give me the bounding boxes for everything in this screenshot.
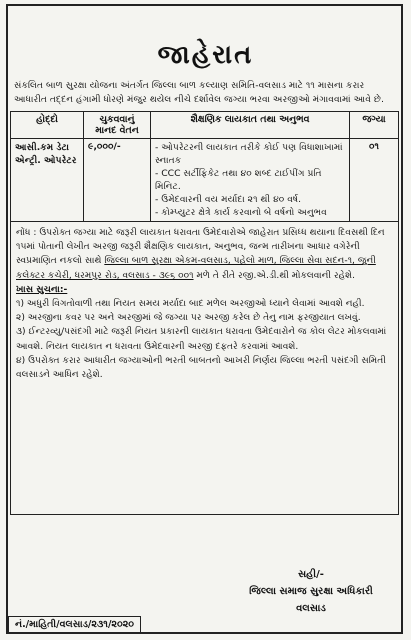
list-item: - ઓપરેટરની લાયકાત તરીકે કોઈ પણ વિધાશાખામાં સ્નાતક — [155, 141, 345, 167]
document-border — [6, 4, 403, 634]
signature-label: સહી/- — [298, 569, 324, 580]
header-vacancies: જગ્યા — [350, 112, 399, 139]
signature-block — [231, 566, 391, 617]
header-salary: ચુકવવાનું માનદ વેતન — [84, 112, 151, 139]
special-instructions-heading: ખાસ સુચના:- — [16, 284, 68, 295]
officer-place: વલસાડ — [296, 603, 326, 614]
instruction-item: ૪) ઉપરોક્ત કરાર આધારીત જગ્યાઓની ભરતી બાબતનો આખરી નિર્ણય જિલ્લા ભરતી પસંદગી સમિતી વલસાડને આધિન રહેશે. — [16, 355, 386, 381]
cell-vacancies: ૦૧ — [350, 139, 399, 222]
note-text-end: મળે તે રીતે રજી.એ.ડી.થી મોકલવાની રહેશે. — [193, 270, 355, 281]
cell-salary: ૯,૦૦૦/- — [84, 139, 151, 222]
instruction-item: ૨) અરજીના કવર પર અને અરજીમાં જે જગ્યા પર અરજી કરેલ છે તેનુ નામ ફરજીયાત લખવું. — [16, 313, 361, 324]
list-item: - ઉમેદવારની વય મર્યાદા ૨૧ થી ૪૦ વર્ષ. — [155, 193, 345, 206]
list-item: - CCC સર્ટીફિકેટ તથા ૪૦ શબ્દ ટાઈપીંગ પ્રતિ મિનિટ. — [155, 167, 345, 193]
officer-title: જિલ્લા સમાજ સુરક્ષા અધિકારી — [249, 586, 373, 597]
instruction-item: ૩) ઈન્ટરવ્યુ/પસંદગી માટે જરૂરી નિયત પ્રકારની લાયકાત ધરાવતા ઉમેદવારોને જ કોલ લેટર મોકલવામાં આવશે. નિયત લાયકાત ન ધરાવતા ઉમેદવારની અરજી દફતરે કરવામાં આવશે. — [16, 327, 387, 352]
office-address: જિલ્લા બાળ સુરક્ષા એકમ-વલસાડ, પહેલો માળ, જિલ્લા સેવા સદન-૧, જુની કલેક્ટર કચેરી, ધરમપુર રોડ, વલસાડ - ૩૯૬ ૦૦૧ — [16, 256, 376, 281]
list-item: - કોમ્પ્યુટર ક્ષેત્રે કાર્ય કરવાનો બે વર્ષનો અનુભવ — [155, 206, 345, 219]
header-qualification: શૈક્ષણિક લાયકાત તથા અનુભવ — [151, 112, 350, 139]
intro-paragraph: સંકલિત બાળ સુરક્ષા યોજના અંતર્ગત જિલ્લા બાળ કલ્યાણ સમિતિ-વલસાડ માટે ૧૧ માસના કરાર આધારીત તદ્દન હંગામી ધોરણે મંજુર થયેલ નીચે દર્શાવેલ જગ્યા ભરવા અરજીઓ મંગાવવામાં આવે છે. — [14, 80, 384, 105]
page-title: જાહેરાત — [157, 40, 254, 70]
note-text: નોંધ : ઉપરોક્ત જગ્યા માટે જરૂરી લાયકાત ધરાવતા ઉમેદવારોએ જાહેરાત પ્રસિધ્ધ થયાના દિવસથી દિન ૧૫માં પોતાની લેખીત અરજી જરૂરી શૈક્ષણિક લાયકાત, અનુભવ, જન્મ તારીખના આધાર વગેરેની સ્વપ્રમાણિત નકલો સાથે — [16, 228, 385, 267]
reference-number: નં./માહિતી/વલસાડ/૨૩૧/૨૦૨૦ — [8, 616, 141, 633]
cell-post: આસી.કમ ડેટા એન્ટ્રી. ઓપરેટર — [11, 139, 84, 222]
header-post: હોદ્દો — [11, 112, 84, 139]
instruction-item: ૧) અધુરી વિગતોવાળી તથા નિયત સમય મર્યાદા બાદ મળેલ અરજીઓ ધ્યાને લેવામાં આવશે નહી. — [16, 299, 365, 310]
